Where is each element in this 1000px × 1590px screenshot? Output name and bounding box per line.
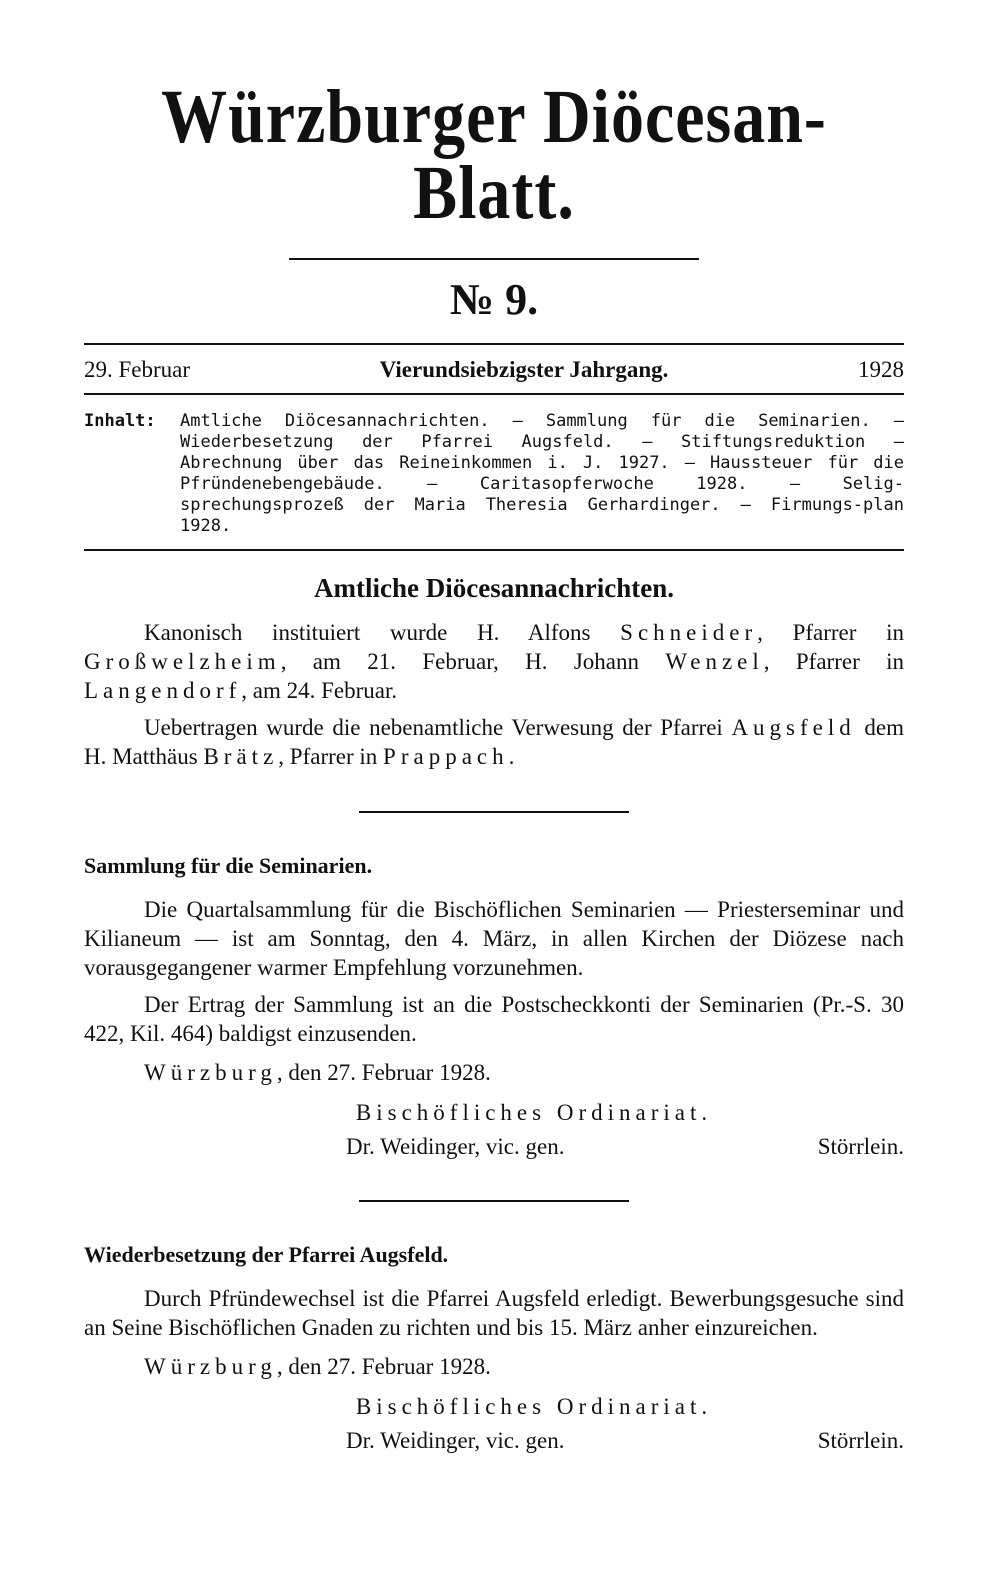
issuing-office: Bischöfliches Ordinariat. — [355, 1394, 713, 1419]
gazette-page — [84, 75, 904, 1454]
text-run: , Pfarrer in — [278, 744, 384, 769]
date-text: , den 27. Februar 1928. — [276, 1060, 491, 1085]
volume-label: Vierundsiebzigster Jahrgang. — [379, 357, 669, 382]
person-name: Wenzel — [665, 649, 764, 674]
masthead-rule — [289, 258, 699, 260]
signer-secretary: Störrlein. — [817, 1134, 904, 1159]
issue-date: 29. Februar — [84, 357, 191, 382]
place-name: Augsfeld — [731, 715, 856, 740]
text-run: dem H. Matthäus — [84, 715, 904, 769]
place-name: Langendorf — [84, 678, 242, 703]
signatories — [84, 1428, 904, 1454]
signer-vicar-general: Dr. Weidinger, vic. gen. — [346, 1134, 565, 1159]
text-run: , am 21. Februar, H. Johann — [280, 649, 666, 674]
dateline — [84, 357, 904, 383]
person-name: Brätz — [203, 744, 279, 769]
table-of-contents — [84, 411, 904, 537]
place-name: Großwelzheim — [84, 649, 281, 674]
place-date — [144, 1354, 904, 1380]
place-name: Würzburg — [144, 1060, 277, 1085]
text-run: , Pfarrer in — [763, 649, 904, 674]
issue-year: 1928 — [858, 357, 904, 382]
section-divider — [359, 1200, 629, 1202]
signatories — [84, 1134, 904, 1160]
contents-text: Amtliche Diöcesannachrichten. — Sammlung für die Seminarien. — Wiederbesetzung der Pfarrei Augsfeld. — Stiftungsreduktion — Abrechnung über das Reineinkommen i. J. 1927. — Haussteuer für die Pfründenebengebäude. — Caritasopferwoche 1928. — Selig-sprechungsprozeß der Maria Theresia Gerhardinger. — Firmungs-plan 1928. — [180, 411, 904, 536]
section-divider — [359, 811, 629, 813]
paragraph-proceeds: Der Ertrag der Sammlung ist an die Postscheckkonti der Seminarien (Pr.-S. 30 422, Kil. 464) baldigst einzusenden. — [84, 992, 904, 1046]
dateline-bottom-rule — [84, 393, 904, 395]
issue-number: № 9. — [449, 275, 539, 324]
text-run: , Pfarrer in — [757, 620, 904, 645]
masthead-title: Würzburger Diöcesan-Blatt. — [161, 75, 827, 236]
place-name: Prappach — [383, 744, 509, 769]
section-title-sammlung: Sammlung für die Seminarien. — [84, 853, 373, 878]
text-run: Kanonisch instituiert wurde H. Alfons — [144, 620, 621, 645]
section-title-amtliche: Amtliche Diöcesannachrichten. — [314, 573, 674, 603]
contents-label: Inhalt: — [84, 411, 156, 431]
paragraph-institution — [84, 618, 904, 705]
dateline-top-rule — [84, 343, 904, 345]
text-run: , am 24. Februar. — [241, 678, 398, 703]
issuing-office: Bischöfliches Ordinariat. — [355, 1100, 713, 1125]
text-run: Uebertragen wurde die nebenamtliche Verwesung der Pfarrei — [144, 715, 732, 740]
contents-rule — [84, 549, 904, 551]
signer-vicar-general: Dr. Weidinger, vic. gen. — [346, 1428, 565, 1453]
person-name: Schneider — [620, 620, 758, 645]
signer-secretary: Störrlein. — [817, 1428, 904, 1453]
date-text: , den 27. Februar 1928. — [276, 1354, 491, 1379]
paragraph-vacancy: Durch Pfründewechsel ist die Pfarrei Augsfeld erledigt. Bewerbungsgesuche sind an Seine Bischöflichen Gnaden zu richten und bis 15. März anher einzureichen. — [84, 1286, 904, 1340]
paragraph-collection: Die Quartalsammlung für die Bischöflichen Seminarien — Priesterseminar und Kilianeum — ist am Sonntag, den 4. März, in allen Kirchen der Diözese nach vorausgegangener warmer Empfehlung vorzunehmen. — [84, 897, 904, 980]
text-run: . — [508, 744, 515, 769]
place-date — [144, 1060, 904, 1086]
place-name: Würzburg — [144, 1354, 277, 1379]
section-title-wiederbesetzung: Wiederbesetzung der Pfarrei Augsfeld. — [84, 1242, 449, 1267]
paragraph-transfer — [84, 713, 904, 771]
